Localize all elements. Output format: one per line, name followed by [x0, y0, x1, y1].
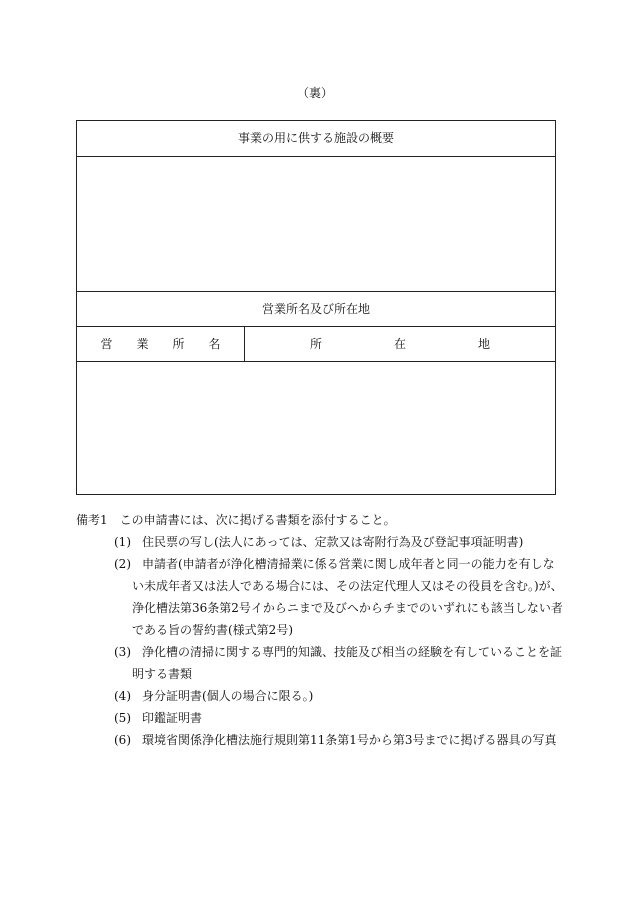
remark-item-number: (1) — [114, 535, 131, 549]
remark-item-number: (6) — [114, 733, 131, 747]
remark-item-number: (2) — [114, 557, 131, 571]
remark-item-text: 浄化槽法第36条第2号イからニまで及びヘからチまでのいずれにも該当しない者 — [132, 601, 563, 615]
column-location: 所 在 地 — [309, 337, 490, 351]
remark-item-number: (5) — [114, 711, 131, 725]
remark-item-text: 申請者(申請者が浄化槽清掃業に係る営業に関し成年者と同一の能力を有しな — [142, 557, 555, 571]
application-form-table — [76, 120, 556, 495]
remark-item-text: 住民票の写し(法人にあっては、定款又は寄附行為及び登記事項証明書) — [142, 535, 524, 549]
remark-item-text: 環境省関係浄化槽法施行規則第11条第1号から第3号までに掲げる器具の写真 — [142, 733, 557, 747]
remark-item-text: 印鑑証明書 — [142, 711, 203, 725]
remarks-title: 備考1 この申請書には、次に掲げる書類を添付すること。 — [76, 513, 396, 527]
remark-item-number: (4) — [114, 689, 131, 703]
office-name-location-title: 営業所名及び所在地 — [261, 302, 370, 316]
remark-item-text: 浄化槽の清掃に関する専門的知識、技能及び相当の経験を有していることを証 — [142, 645, 563, 659]
remark-item-text: い未成年者又は法人である場合には、その法定代理人又はその役員を含む。)が、 — [132, 579, 563, 593]
remark-item-number: (3) — [114, 645, 131, 659]
page-side-label: （裏） — [296, 86, 333, 100]
office-entry-field[interactable] — [77, 362, 555, 494]
remark-item-text: 明する書類 — [132, 667, 193, 681]
facility-overview-title: 事業の用に供する施設の概要 — [237, 131, 394, 145]
remark-item-text: 身分証明書(個人の場合に限る。) — [142, 689, 314, 703]
column-office-name: 営 業 所 名 — [100, 337, 221, 351]
facility-overview-field[interactable] — [77, 157, 555, 291]
remark-item-text: である旨の誓約書(様式第2号) — [132, 623, 293, 637]
